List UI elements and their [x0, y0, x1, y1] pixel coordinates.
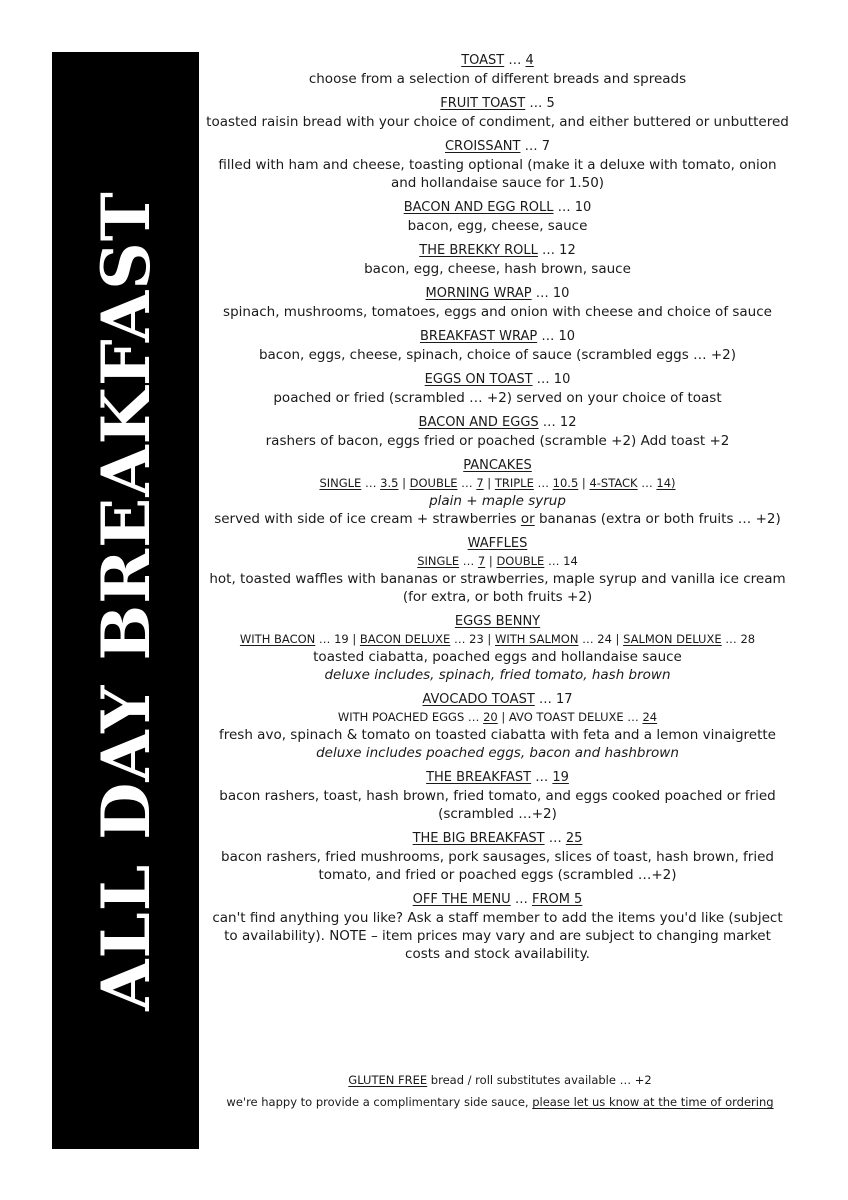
- menu-list: [205, 52, 790, 970]
- gluten-free-text: bread / roll substitutes available … +2: [427, 1073, 652, 1087]
- item-description: filled with ham and cheese, toasting optional (make it a deluxe with tomato, onion and hollandaise sauce for 1.50): [218, 157, 777, 191]
- sauce-link: please let us know at the time of ordering: [532, 1095, 774, 1109]
- item-price: 5: [546, 96, 555, 111]
- waffle-single-price: 7: [477, 554, 486, 568]
- menu-item-morning-wrap: MORNING WRAP … 10 spinach, mushrooms, tomatoes, eggs and onion with cheese and choice of sauce: [205, 285, 790, 321]
- item-name: THE BREAKFAST: [426, 770, 532, 785]
- menu-item-big-breakfast: THE BIG BREAKFAST … 25 bacon rashers, fried mushrooms, pork sausages, slices of toast, hash brown, fried tomato, and fried or poached eggs (scrambled …+2): [205, 830, 790, 884]
- menu-item-brekky-roll: THE BREKKY ROLL … 12 bacon, egg, cheese, hash brown, sauce: [205, 242, 790, 278]
- item-description: poached or fried (scrambled … +2) served on your choice of toast: [273, 390, 722, 406]
- gluten-free-label: GLUTEN FREE: [348, 1073, 428, 1087]
- item-name: OFF THE MENU: [412, 892, 511, 907]
- item-name: THE BREKKY ROLL: [419, 243, 538, 258]
- item-description: bacon rashers, toast, hash brown, fried tomato, and eggs cooked poached or fried (scrambled …+2): [219, 788, 776, 822]
- item-name: AVOCADO TOAST: [422, 692, 535, 707]
- item-price: 10: [558, 329, 575, 344]
- waffle-double-price: 14: [563, 554, 578, 568]
- sauce-text: we're happy to provide a complimentary side sauce,: [226, 1095, 533, 1109]
- menu-item-the-breakfast: THE BREAKFAST … 19 bacon rashers, toast, hash brown, fried tomato, and eggs cooked poached or fried (scrambled …+2): [205, 769, 790, 823]
- item-name: EGGS ON TOAST: [424, 372, 533, 387]
- menu-item-breakfast-wrap: BREAKFAST WRAP … 10 bacon, eggs, cheese, spinach, choice of sauce (scrambled eggs … +2): [205, 328, 790, 364]
- waffle-single-label: SINGLE: [417, 554, 460, 568]
- item-note: plain + maple syrup: [429, 493, 566, 509]
- item-description: toasted raisin bread with your choice of condiment, and either buttered or unbuttered: [206, 114, 789, 130]
- item-description: bacon, egg, cheese, hash brown, sauce: [364, 261, 631, 277]
- sidebar-banner: [52, 52, 199, 1149]
- item-name: EGGS BENNY: [454, 614, 541, 629]
- benny-options: WITH BACON … 19 | BACON DELUXE … 23 | WITH SALMON … 24 | SALMON DELUXE … 28: [239, 632, 756, 646]
- item-name: BREAKFAST WRAP: [420, 329, 538, 344]
- pancake-stack-price: 14): [656, 476, 676, 490]
- item-name: CROISSANT: [444, 139, 521, 154]
- menu-item-waffles: [205, 535, 790, 606]
- item-price: 25: [565, 831, 583, 846]
- item-description: served with side of ice cream + strawberries or bananas (extra or both fruits … +2): [214, 511, 781, 527]
- pancake-triple-label: TRIPLE: [494, 476, 534, 490]
- item-price: 10: [553, 372, 571, 387]
- menu-item-bacon-and-eggs: BACON AND EGGS … 12 rashers of bacon, eggs fried or poached (scramble +2) Add toast +2: [205, 414, 790, 450]
- item-name: TOAST: [461, 53, 505, 68]
- item-name: BACON AND EGGS: [418, 415, 539, 430]
- menu-item-eggs-benny: [205, 613, 790, 684]
- item-price: 12: [559, 415, 577, 430]
- menu-item-eggs-on-toast: EGGS ON TOAST … 10 poached or fried (scrambled … +2) served on your choice of toast: [205, 371, 790, 407]
- waffle-double-label: DOUBLE: [496, 554, 545, 568]
- item-name: MORNING WRAP: [425, 286, 532, 301]
- item-name: THE BIG BREAKFAST: [412, 831, 545, 846]
- menu-item-avocado-toast: AVOCADO TOAST … 17 WITH POACHED EGGS … 20 | AVO TOAST DELUXE … 24 fresh avo, spinach & tomato on toasted ciabatta with feta and a lemon vinaigrette deluxe includes poached eggs, bacon and hashbrown: [205, 691, 790, 762]
- item-note: deluxe includes, spinach, fried tomato, hash brown: [324, 667, 671, 683]
- pancake-double-label: DOUBLE: [409, 476, 458, 490]
- pancake-stack-label: 4-STACK: [589, 476, 638, 490]
- item-description: spinach, mushrooms, tomatoes, eggs and onion with cheese and choice of sauce: [223, 304, 772, 320]
- item-description: choose from a selection of different breads and spreads: [308, 71, 687, 87]
- menu-item-pancakes: [205, 457, 790, 528]
- item-price: 17: [556, 692, 573, 707]
- item-description: bacon, egg, cheese, sauce: [407, 218, 588, 234]
- waffle-sizes: SINGLE … 7 | DOUBLE … 14: [417, 554, 578, 568]
- pancake-double-price: 7: [476, 476, 484, 490]
- menu-item-off-the-menu: OFF THE MENU … FROM 5 can't find anything you like? Ask a staff member to add the items you'd like (subject to availability). NOTE – item prices may vary and are subject to changing market costs and stock availability.: [205, 891, 790, 963]
- item-price: FROM 5: [531, 892, 583, 907]
- pancake-sizes: SINGLE … 3.5 | DOUBLE … 7 | TRIPLE … 10.5 | 4-STACK … 14): [319, 476, 676, 490]
- item-description: bacon rashers, fried mushrooms, pork sausages, slices of toast, hash brown, fried tomato, and fried or poached eggs (scrambled …+2): [221, 849, 774, 883]
- item-name: BACON AND EGG ROLL: [403, 200, 554, 215]
- menu-item-fruit-toast: FRUIT TOAST … 5 toasted raisin bread with your choice of condiment, and either buttered or unbuttered: [206, 96, 789, 130]
- pancake-single-label: SINGLE: [319, 476, 362, 490]
- menu-item-toast: TOAST … 4 choose from a selection of different breads and spreads: [205, 52, 790, 88]
- item-price: 4: [525, 53, 534, 68]
- item-price: 10: [574, 200, 592, 215]
- menu-item-bacon-egg-roll: BACON AND EGG ROLL … 10 bacon, egg, cheese, sauce: [205, 199, 790, 235]
- item-description: hot, toasted waffles with bananas or strawberries, maple syrup and vanilla ice cream (for extra, or both fruits +2): [209, 571, 786, 605]
- gluten-free-note: [205, 1073, 795, 1087]
- item-description: fresh avo, spinach & tomato on toasted ciabatta with feta and a lemon vinaigrette: [218, 727, 776, 743]
- item-description: can't find anything you like? Ask a staff member to add the items you'd like (subject to availability). NOTE – item prices may vary and are subject to changing market costs and stock availability.: [212, 910, 783, 962]
- avo-options: WITH POACHED EGGS … 20 | AVO TOAST DELUXE … 24: [337, 710, 658, 724]
- item-name: PANCAKES: [463, 458, 532, 473]
- item-price: 19: [552, 770, 569, 785]
- item-name: FRUIT TOAST: [440, 96, 526, 111]
- item-description: rashers of bacon, eggs fried or poached (scramble +2) Add toast +2: [265, 433, 730, 449]
- item-description: toasted ciabatta, poached eggs and hollandaise sauce: [313, 649, 682, 665]
- item-name: WAFFLES: [467, 536, 528, 551]
- sidebar-title: ALL DAY BREAKFAST: [86, 190, 165, 1011]
- item-note: deluxe includes poached eggs, bacon and hashbrown: [316, 745, 679, 761]
- item-price: 7: [541, 139, 551, 154]
- pancake-triple-price: 10.5: [552, 476, 579, 490]
- menu-item-croissant: CROISSANT … 7 filled with ham and cheese, toasting optional (make it a deluxe with tomato, onion and hollandaise sauce for 1.50): [205, 138, 790, 192]
- item-price: 10: [552, 286, 570, 301]
- pancake-single-price: 3.5: [380, 476, 399, 490]
- sauce-note: [205, 1095, 795, 1109]
- item-price: 12: [559, 243, 576, 258]
- item-description: bacon, eggs, cheese, spinach, choice of sauce (scrambled eggs … +2): [258, 347, 737, 363]
